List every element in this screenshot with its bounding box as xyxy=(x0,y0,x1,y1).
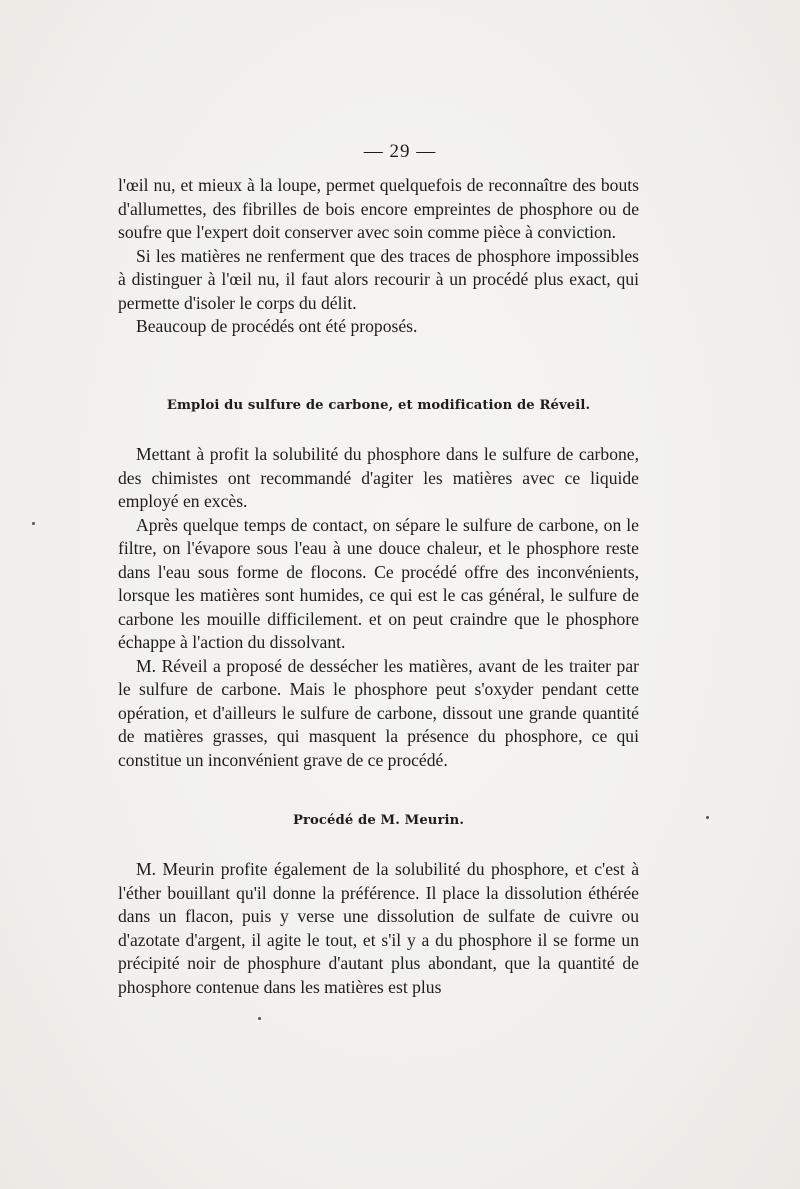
paragraph: Après quelque temps de contact, on sépare le sulfure de carbone, on le filtre, on l'évapore sous l'eau à une douce chaleur, et le phosphore reste dans l'eau sous forme de flocons. Ce procédé offre des inconvénients, lorsque les matières sont humides, ce qui est le cas général, le sulfure de carbone les mouille difficilement. et on peut craindre que le phosphore échappe à l'action du dissolvant. xyxy=(118,514,639,652)
paragraph: Mettant à profit la solubilité du phosphore dans le sulfure de carbone, des chimistes ont recommandé d'agiter les matières avec ce liquide employé en excès. xyxy=(118,444,639,511)
paper-speck xyxy=(258,1017,261,1020)
paragraph: l'œil nu, et mieux à la loupe, permet quelquefois de reconnaître des bouts d'allumettes, des fibrilles de bois encore empreintes de phosphore ou de soufre que l'expert doit conserver avec soin comme pièce à conviction. xyxy=(118,175,639,242)
paper-speck xyxy=(32,522,35,525)
section-procede-meurin xyxy=(118,858,639,999)
section-intro xyxy=(118,174,639,339)
paragraph: M. Meurin profite également de la solubilité du phosphore, et c'est à l'éther bouillant qu'il donne la préférence. Il place la dissolution éthérée dans un flacon, puis y verse une dissolution de sulfate de cuivre ou d'azotate d'argent, il agite le tout, et s'il y a du phosphore il se forme un précipité noir de phosphure d'autant plus abondant, que la quantité de phosphore contenue dans les matières est plus xyxy=(118,859,639,997)
paper-speck xyxy=(706,816,709,819)
paragraph: M. Réveil a proposé de dessécher les matières, avant de les traiter par le sulfure de carbone. Mais le phosphore peut s'oxyder pendant cette opération, et d'ailleurs le sulfure de carbone, dissout une grande quantité de matières grasses, qui masquent la présence du phosphore, ce qui constitue un inconvénient grave de ce procédé. xyxy=(118,655,639,770)
paragraph: Beaucoup de procédés ont été proposés. xyxy=(136,316,418,336)
section-heading-meurin: Procédé de M. Meurin. xyxy=(292,813,465,828)
page-number: — 29 — xyxy=(363,141,437,162)
section-sulfure-de-carbone xyxy=(118,443,639,772)
section-heading-sulfure: Emploi du sulfure de carbone, et modification de Réveil. xyxy=(166,398,591,413)
paragraph: Si les matières ne renferment que des traces de phosphore impossibles à distinguer à l'œil nu, il faut alors recourir à un procédé plus exact, qui permette d'isoler le corps du délit. xyxy=(118,245,639,313)
